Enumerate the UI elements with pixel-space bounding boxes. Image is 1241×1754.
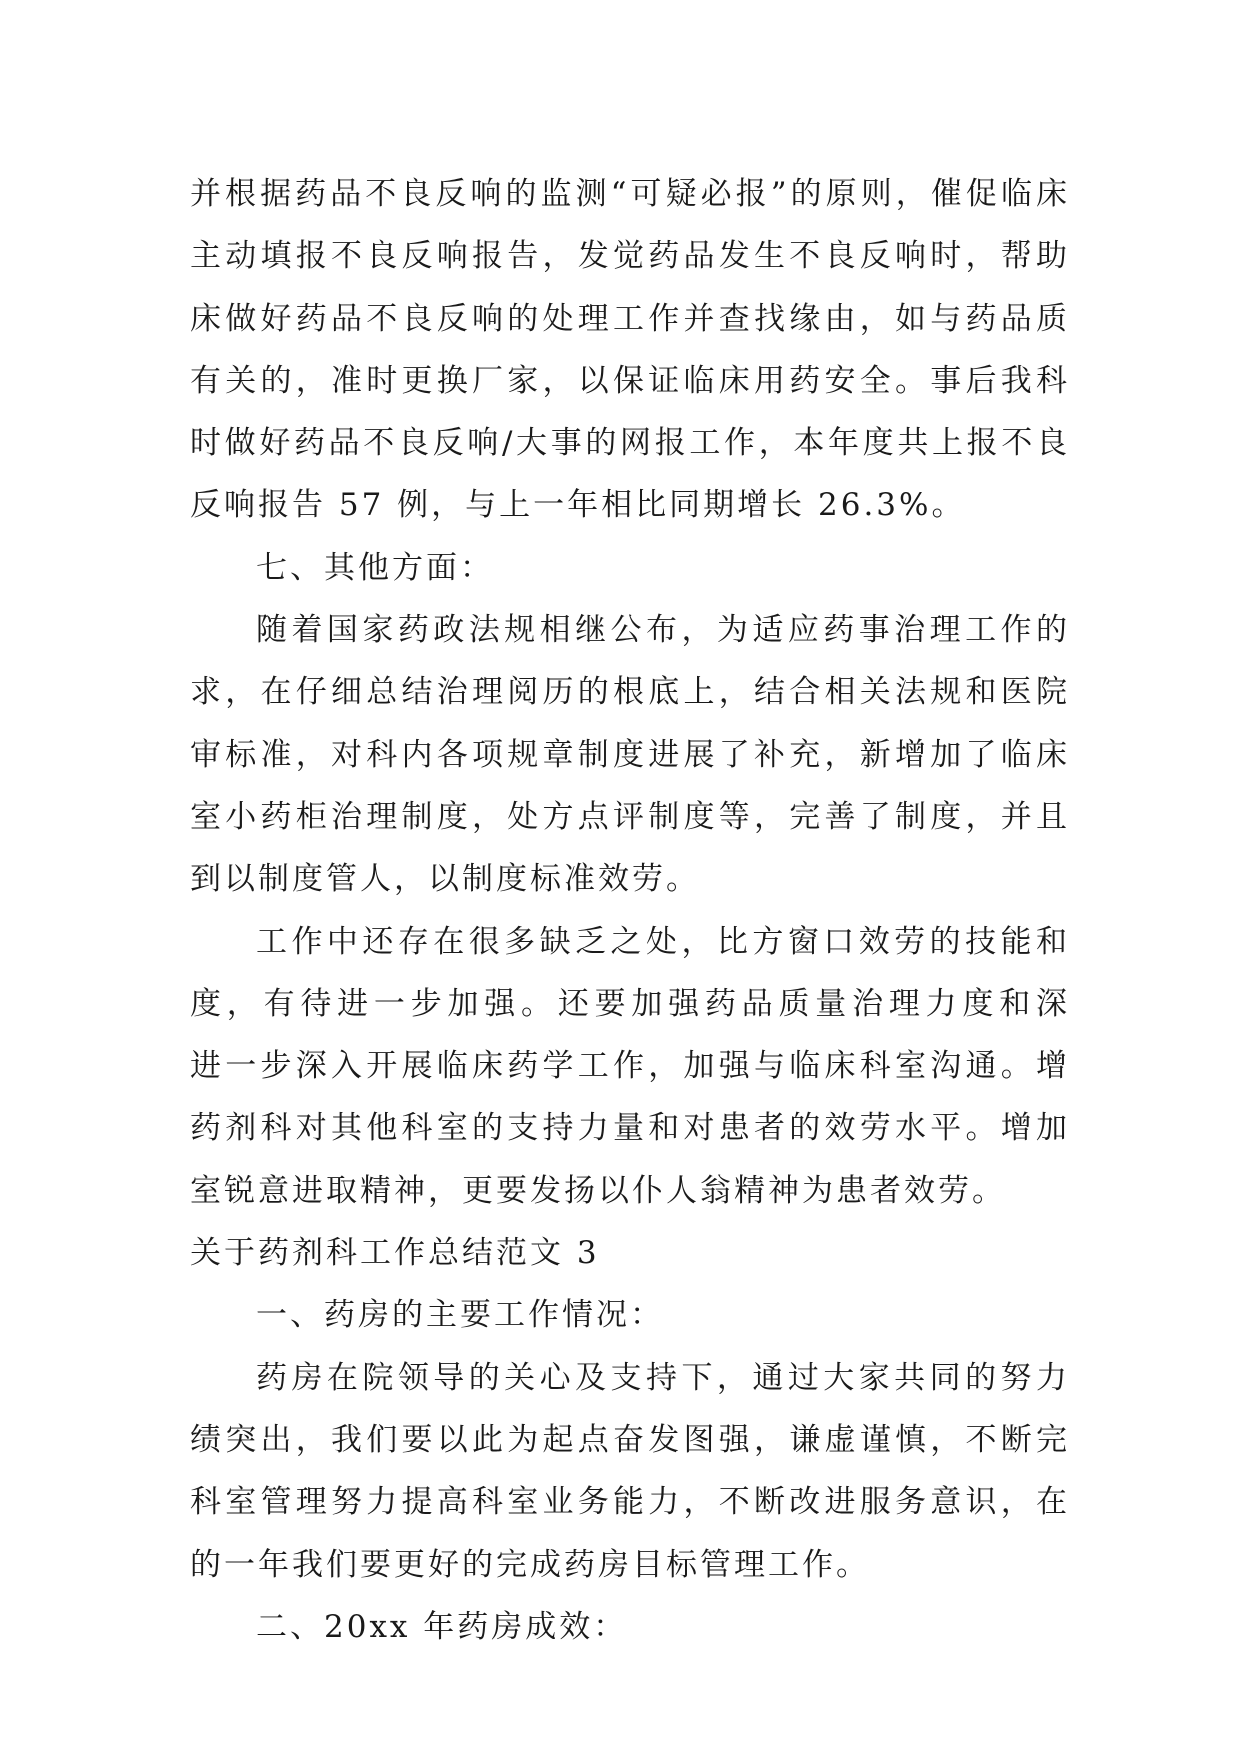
text-line: 到以制度管人，以制度标准效劳。 <box>190 861 700 898</box>
text-line: 审标准，对科内各项规章制度进展了补充，新增加了临床 <box>190 736 1070 773</box>
text-line: 求，在仔细总结治理阅历的根底上，结合相关法规和医院 <box>190 674 1070 711</box>
document-body <box>190 163 1070 1658</box>
document-title: 关于药剂科工作总结范文 3 <box>190 1235 600 1272</box>
section-heading: 七、其他方面： <box>256 549 494 586</box>
paragraph-first-line: 工作中还存在很多缺乏之处，比方窗口效劳的技能和 <box>256 923 1070 960</box>
text-line: 室小药柜治理制度，处方点评制度等，完善了制度，并且 <box>190 798 1070 835</box>
text-line: 主动填报不良反响报告，发觉药品发生不良反响时，帮助 <box>190 238 1070 275</box>
text-line: 科室管理努力提高科室业务能力，不断改进服务意识，在 <box>190 1484 1070 1521</box>
text-line: 度，有待进一步加强。还要加强药品质量治理力度和深 <box>190 985 1070 1022</box>
text-line: 反响报告 57 例，与上一年相比同期增长 26.3%。 <box>190 487 966 524</box>
text-line: 室锐意进取精神，更要发扬以仆人翁精神为患者效劳。 <box>190 1172 1006 1209</box>
text-line: 药剂科对其他科室的支持力量和对患者的效劳水平。增加 <box>190 1110 1070 1147</box>
text-line: 绩突出，我们要以此为起点奋发图强，谦虚谨慎，不断完 <box>190 1421 1070 1458</box>
section-heading: 二、20xx 年药房成效： <box>256 1608 628 1645</box>
text-line: 时做好药品不良反响/大事的网报工作，本年度共上报不良 <box>190 425 1070 462</box>
text-line: 的一年我们要更好的完成药房目标管理工作。 <box>190 1546 870 1583</box>
paragraph-first-line: 随着国家药政法规相继公布，为适应药事治理工作的 <box>256 612 1070 649</box>
section-heading: 一、药房的主要工作情况： <box>256 1297 664 1334</box>
text-line: 床做好药品不良反响的处理工作并查找缘由，如与药品质 <box>190 300 1070 337</box>
text-line: 有关的，准时更换厂家，以保证临床用药安全。事后我科 <box>190 362 1070 399</box>
text-line: 并根据药品不良反响的监测“可疑必报”的原则，催促临床 <box>190 176 1070 212</box>
paragraph-first-line: 药房在院领导的关心及支持下，通过大家共同的努力 <box>256 1359 1070 1396</box>
text-line: 进一步深入开展临床药学工作，加强与临床科室沟通。增 <box>190 1048 1070 1085</box>
